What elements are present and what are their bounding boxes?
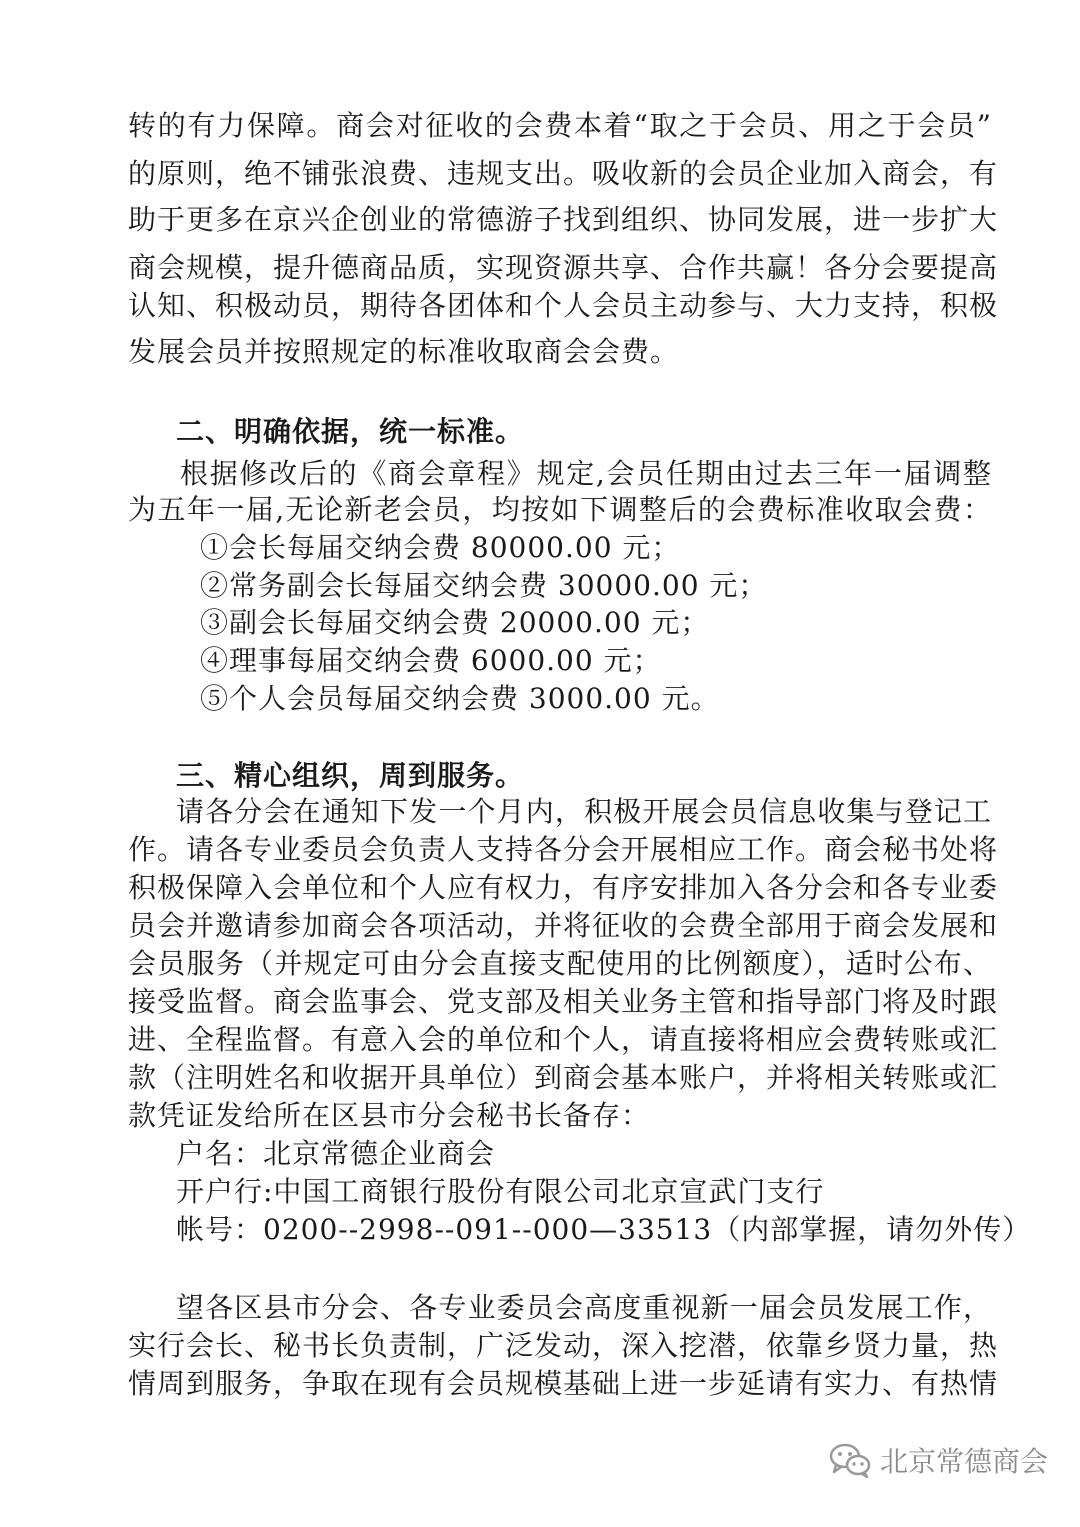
list-item: ①会长每届交纳会费 80000.00 元；: [200, 531, 681, 564]
account-name: 户名：北京常德企业商会: [176, 1137, 496, 1170]
paragraph-line: 积极保障入会单位和个人应有权力，有序安排加入各分会和各专业委: [128, 871, 999, 904]
paragraph-line: 发展会员并按照规定的标准收取商会会费。: [128, 335, 680, 368]
paragraph-line: 进、全程监督。有意入会的单位和个人，请直接将相应会费转账或汇: [128, 1023, 999, 1056]
paragraph-line: 款（注明姓名和收据开具单位）到商会基本账户，并将相关转账或汇: [128, 1061, 999, 1094]
paragraph-line: 请各分会在通知下发一个月内，积极开展会员信息收集与登记工: [176, 795, 992, 828]
paragraph-line: 望各区县市分会、各专业委员会高度重视新一届会员发展工作，: [176, 1291, 992, 1324]
paragraph-line: 为五年一届,无论新老会员，均按如下调整后的会费标准收取会费：: [128, 493, 992, 526]
section-heading: 三、精心组织，周到服务。: [176, 759, 525, 792]
paragraph-line: 认知、积极动员，期待各团体和个人会员主动参与、大力支持，积极: [128, 289, 999, 322]
list-item: ④理事每届交纳会费 6000.00 元；: [200, 644, 662, 677]
paragraph-line: 助于更多在京兴企创业的常德游子找到组织、协同发展，进一步扩大: [128, 203, 999, 236]
paragraph-line: 转的有力保障。商会对征收的会费本着“取之于会员、用之于会员”: [128, 109, 992, 142]
watermark-text: 北京常德商会: [879, 1445, 1048, 1478]
paragraph-line: 作。请各专业委员会负责人支持各分会开展相应工作。商会秘书处将: [128, 833, 999, 866]
account-number: 帐号：0200--2998--091--000—33513（内部掌握，请勿外传）: [176, 1213, 1032, 1246]
paragraph-line: 根据修改后的《商会章程》规定,会员任期由过去三年一届调整: [180, 457, 992, 490]
paragraph-line: 接受监督。商会监事会、党支部及相关业务主管和指导部门将及时跟: [128, 985, 999, 1018]
paragraph-line: 会员服务（并规定可由分会直接支配使用的比例额度），适时公布、: [128, 947, 992, 980]
wechat-icon: [828, 1442, 872, 1478]
paragraph-line: 情周到服务，争取在现有会员规模基础上进一步延请有实力、有热情: [128, 1367, 999, 1400]
list-item: ⑤个人会员每届交纳会费 3000.00 元。: [200, 682, 720, 715]
list-item: ③副会长每届交纳会费 20000.00 元；: [200, 606, 710, 639]
section-heading: 二、明确依据，统一标准。: [176, 415, 525, 448]
paragraph-line: 实行会长、秘书长负责制，广泛发动，深入挖潜，依靠乡贤力量，热: [128, 1329, 999, 1362]
bank-name: 开户行:中国工商银行股份有限公司北京宣武门支行: [176, 1175, 825, 1208]
paragraph-line: 款凭证发给所在区县市分会秘书长备存：: [128, 1099, 651, 1132]
list-item: ②常务副会长每届交纳会费 30000.00 元；: [200, 569, 768, 602]
paragraph-line: 商会规模，提升德商品质，实现资源共享、合作共赢！各分会要提高: [128, 251, 999, 284]
watermark: [828, 1438, 1048, 1482]
paragraph-line: 员会并邀请参加商会各项活动，并将征收的会费全部用于商会发展和: [128, 909, 999, 942]
paragraph-line: 的原则，绝不铺张浪费、违规支出。吸收新的会员企业加入商会，有: [128, 157, 999, 190]
